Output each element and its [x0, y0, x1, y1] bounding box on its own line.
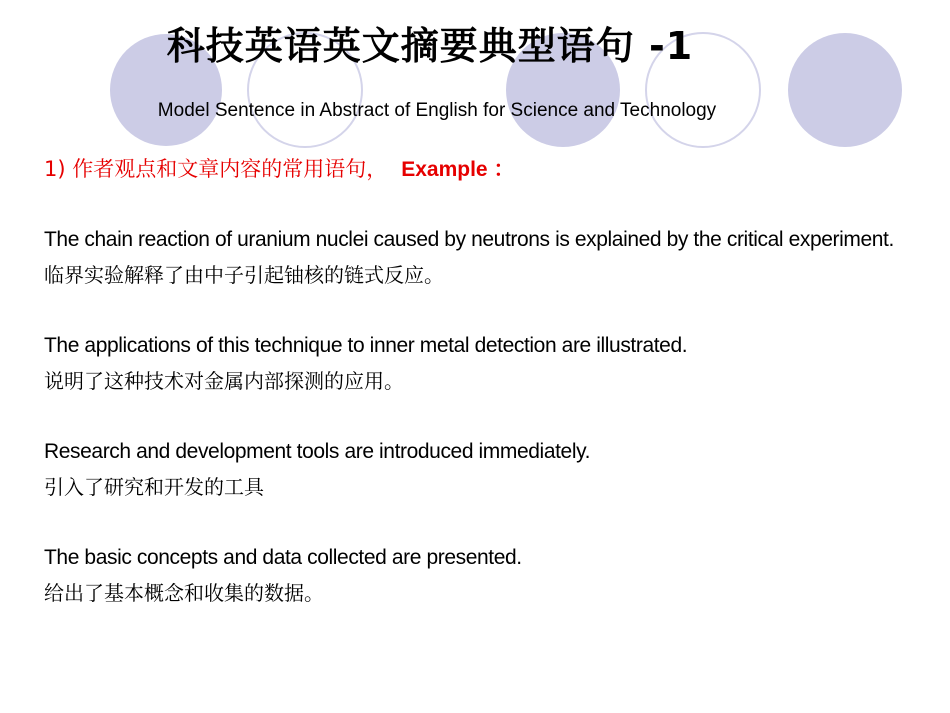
example-block: [44, 434, 914, 505]
example-block: [44, 328, 914, 399]
example-chinese: 引入了研究和开发的工具: [44, 475, 264, 499]
example-english: The applications of this technique to inner metal detection are illustrated.: [44, 334, 688, 357]
slide-content: [44, 152, 914, 611]
example-english: The chain reaction of uranium nuclei caused by neutrons is explained by the critical experiment.: [44, 228, 894, 251]
example-chinese: 给出了基本概念和收集的数据。: [44, 581, 324, 605]
example-english: Research and development tools are introduced immediately.: [44, 440, 591, 463]
example-chinese: 说明了这种技术对金属内部探测的应用。: [44, 369, 404, 393]
slide-subtitle: Model Sentence in Abstract of English for Science and Technology: [157, 100, 717, 121]
example-block: [44, 222, 914, 293]
example-label: Example ：: [401, 158, 515, 181]
section-heading-label: 1) 作者观点和文章内容的常用语句，: [44, 157, 388, 181]
example-chinese: 临界实验解释了由中子引起铀核的链式反应。: [44, 263, 444, 287]
example-block: [44, 540, 914, 611]
slide-title: 科技英语英文摘要典型语句 -1: [166, 24, 694, 68]
section-heading: [44, 152, 914, 187]
example-english: The basic concepts and data collected are presented.: [44, 546, 522, 569]
